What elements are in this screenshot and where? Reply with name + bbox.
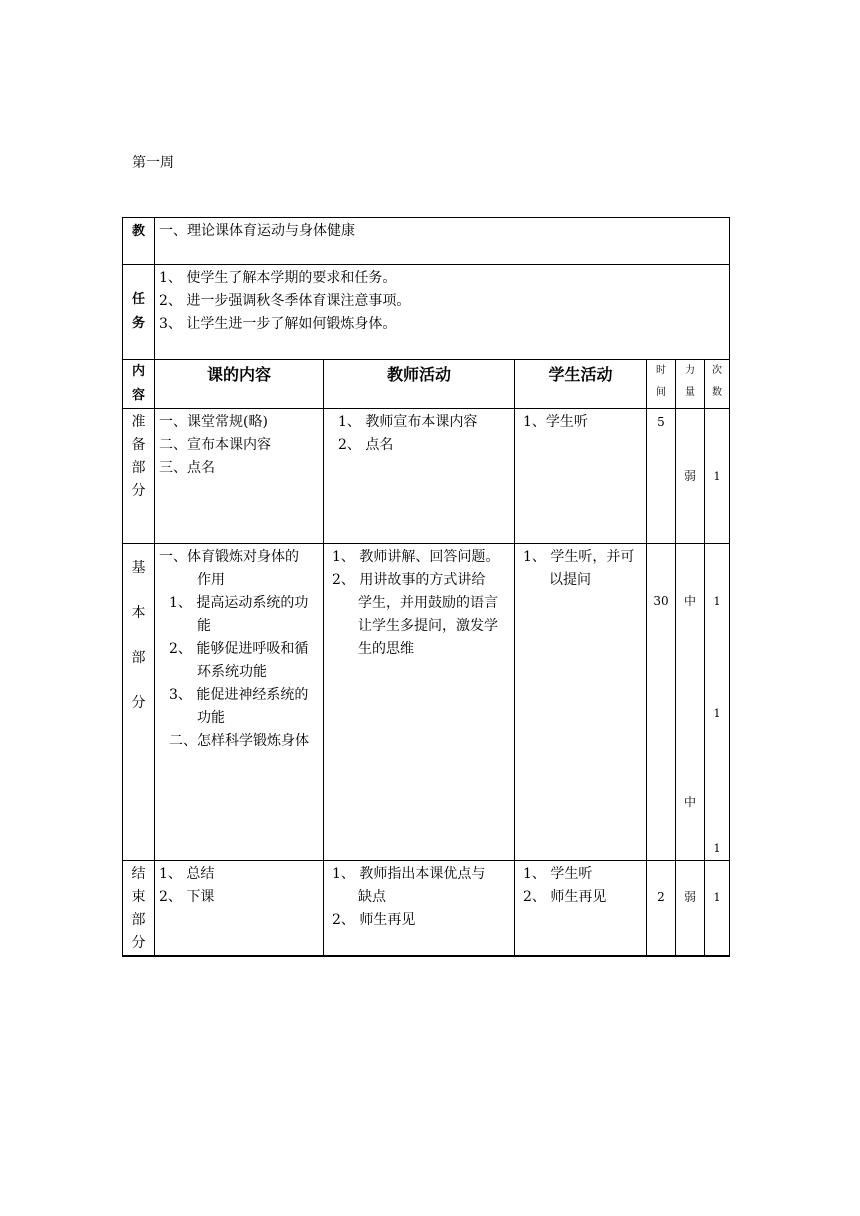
task-list <box>155 265 730 360</box>
end-row <box>123 861 730 957</box>
prep-intensity: 弱 <box>676 409 705 544</box>
prep-student: 1、学生听 <box>515 409 647 544</box>
task-item: 1、 使学生了解本学期的要求和任务。 <box>159 270 397 286</box>
content-label: 内 容 <box>123 360 155 409</box>
time-header: 时 间 <box>647 360 676 409</box>
teach-label: 教 <box>123 218 155 265</box>
end-count: 1 <box>705 861 730 957</box>
basic-student: 1、 学生听，并可 以提问 <box>515 544 647 861</box>
lesson-content-header: 课的内容 <box>155 360 324 409</box>
prep-row <box>123 409 730 544</box>
prep-label: 准 备 部 分 <box>123 409 155 544</box>
end-time: 2 <box>647 861 676 957</box>
task-item: 3、 让学生进一步了解如何锻炼身体。 <box>159 316 397 332</box>
task-label: 任 务 <box>123 265 155 360</box>
task-item: 2、 进一步强调秋冬季体育课注意事项。 <box>159 293 411 309</box>
end-student: 1、 学生听 2、 师生再见 <box>515 861 647 957</box>
week-label: 第一周 <box>132 155 174 171</box>
prep-time: 5 <box>647 409 676 544</box>
basic-intensity: 中 中 <box>676 544 705 861</box>
basic-count: 1 1 1 <box>705 544 730 861</box>
end-intensity: 弱 <box>676 861 705 957</box>
basic-label: 基 本 部 分 <box>123 544 155 861</box>
teacher-activity-header: 教师活动 <box>324 360 515 409</box>
basic-content: 一、体育锻炼对身体的 作用 1、 提高运动系统的功 能 2、 能够促进呼吸和循 环系统功能 3、 能促进神经系统的 功能 二、怎样科学锻炼身体 <box>155 544 324 861</box>
intensity-header: 力 量 <box>676 360 705 409</box>
basic-teacher: 1、 教师讲解、回答问题。 2、 用讲故事的方式讲给 学生，并用鼓励的语言 让学生多提问，激发学 生的思维 <box>324 544 515 861</box>
task-row <box>123 265 730 360</box>
basic-time: 30 <box>647 544 676 861</box>
prep-count: 1 <box>705 409 730 544</box>
end-teacher: 1、 教师指出本课优点与 缺点 2、 师生再见 <box>324 861 515 957</box>
prep-content: 一、课堂常规(略) 二、宣布本课内容 三、点名 <box>155 409 324 544</box>
basic-row <box>123 544 730 861</box>
count-header: 次 数 <box>705 360 730 409</box>
lesson-plan-table <box>122 217 730 957</box>
end-content: 1、 总结 2、 下课 <box>155 861 324 957</box>
header-row <box>123 360 730 409</box>
teach-content: 一、理论课体育运动与身体健康 <box>155 218 730 265</box>
teach-row <box>123 218 730 265</box>
prep-teacher: 1、 教师宣布本课内容 2、 点名 <box>324 409 515 544</box>
student-activity-header: 学生活动 <box>515 360 647 409</box>
end-label: 结 束 部 分 <box>123 861 155 957</box>
